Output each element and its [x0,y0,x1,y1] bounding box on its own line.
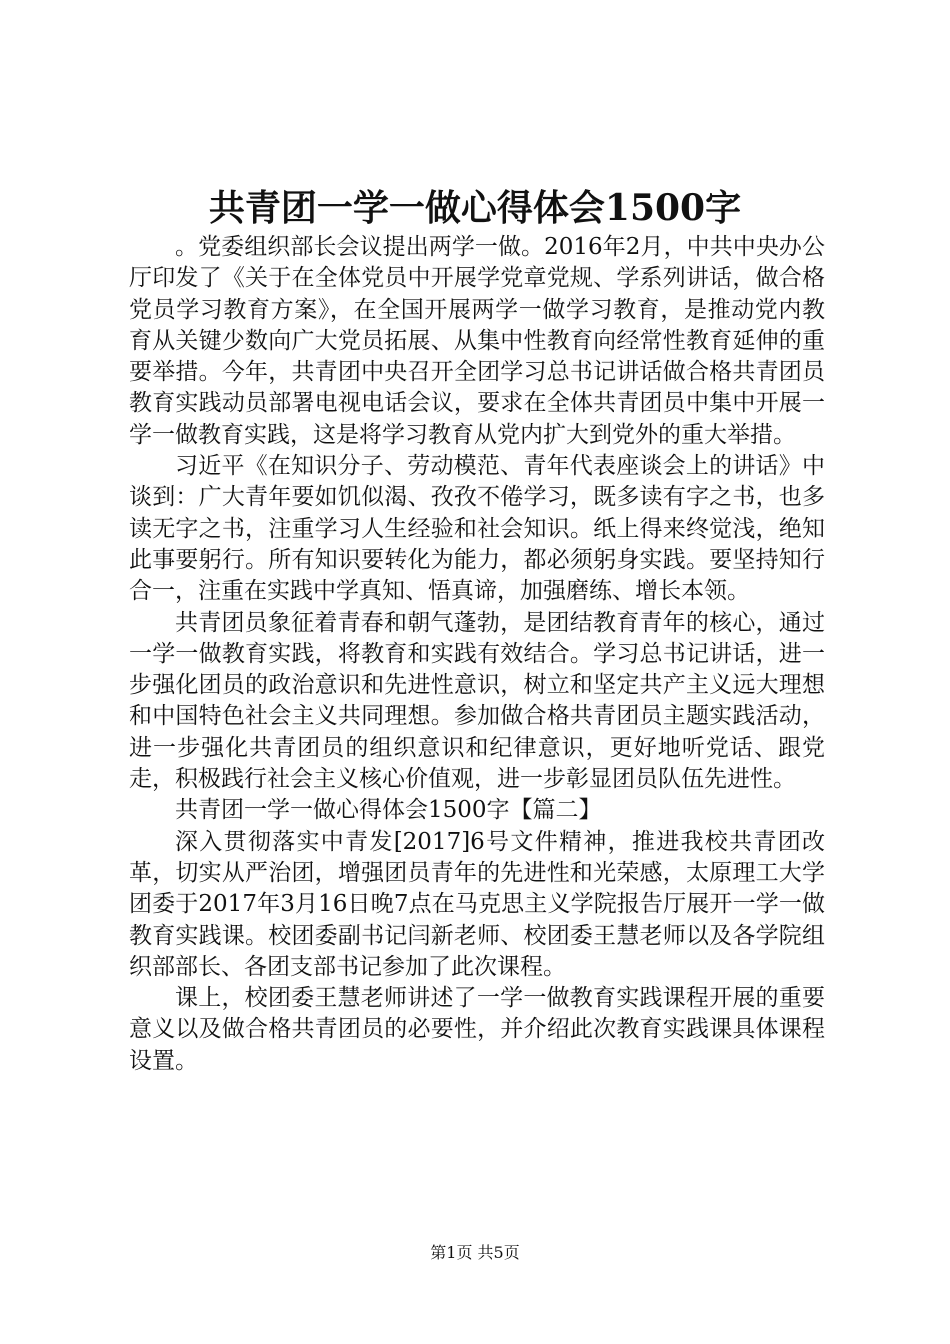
document-title: 共青团一学一做心得体会1500字 [208,187,742,229]
paragraph-4: 深入贯彻落实中青发[2017]6号文件精神，推进我校共青团改革，切实从严治团，增强团员青年的先进性和光荣感，太原理工大学团委于2017年3月16日晚7点在马克思主义学院报告厅展开一学一做教育实践课。校团委副书记闫新老师、校团委王慧老师以及各学院组织部部长、各团支部书记参加了此次课程。 [129,828,825,980]
paragraph-5: 课上，校团委王慧老师讲述了一学一做教育实践课程开展的重要意义以及做合格共青团员的必要性，并介绍此次教育实践课具体课程设置。 [129,985,825,1074]
page-footer: 第1页 共5页 [430,1243,520,1262]
document-body [129,232,825,1077]
section-heading-part-two: 共青团一学一做心得体会1500字【篇二】 [175,797,602,824]
paragraph-2: 习近平《在知识分子、劳动模范、青年代表座谈会上的讲话》中谈到：广大青年要如饥似渴、孜孜不倦学习，既多读有字之书，也多读无字之书，注重学习人生经验和社会知识。纸上得来终觉浅，绝知此事要躬行。所有知识要转化为能力，都必须躬身实践。要坚持知行合一，注重在实践中学真知、悟真谛，加强磨练、增长本领。 [129,453,825,605]
paragraph-3: 共青团员象征着青春和朝气蓬勃，是团结教育青年的核心，通过一学一做教育实践，将教育和实践有效结合。学习总书记讲话，进一步强化团员的政治意识和先进性意识，树立和坚定共产主义远大理想和中国特色社会主义共同理想。参加做合格共青团员主题实践活动，进一步强化共青团员的组织意识和纪律意识，更好地听党话、跟党走，积极践行社会主义核心价值观，进一步彰显团员队伍先进性。 [129,609,825,793]
paragraph-1: 。党委组织部长会议提出两学一做。2016年2月，中共中央办公厅印发了《关于在全体党员中开展学党章党规、学系列讲话，做合格党员学习教育方案》，在全国开展两学一做学习教育，是推动党内教育从关键少数向广大党员拓展、从集中性教育向经常性教育延伸的重要举措。今年，共青团中央召开全团学习总书记讲话做合格共青团员教育实践动员部署电视电话会议，要求在全体共青团员中集中开展一学一做教育实践，这是将学习教育从党内扩大到党外的重大举措。 [129,234,825,448]
